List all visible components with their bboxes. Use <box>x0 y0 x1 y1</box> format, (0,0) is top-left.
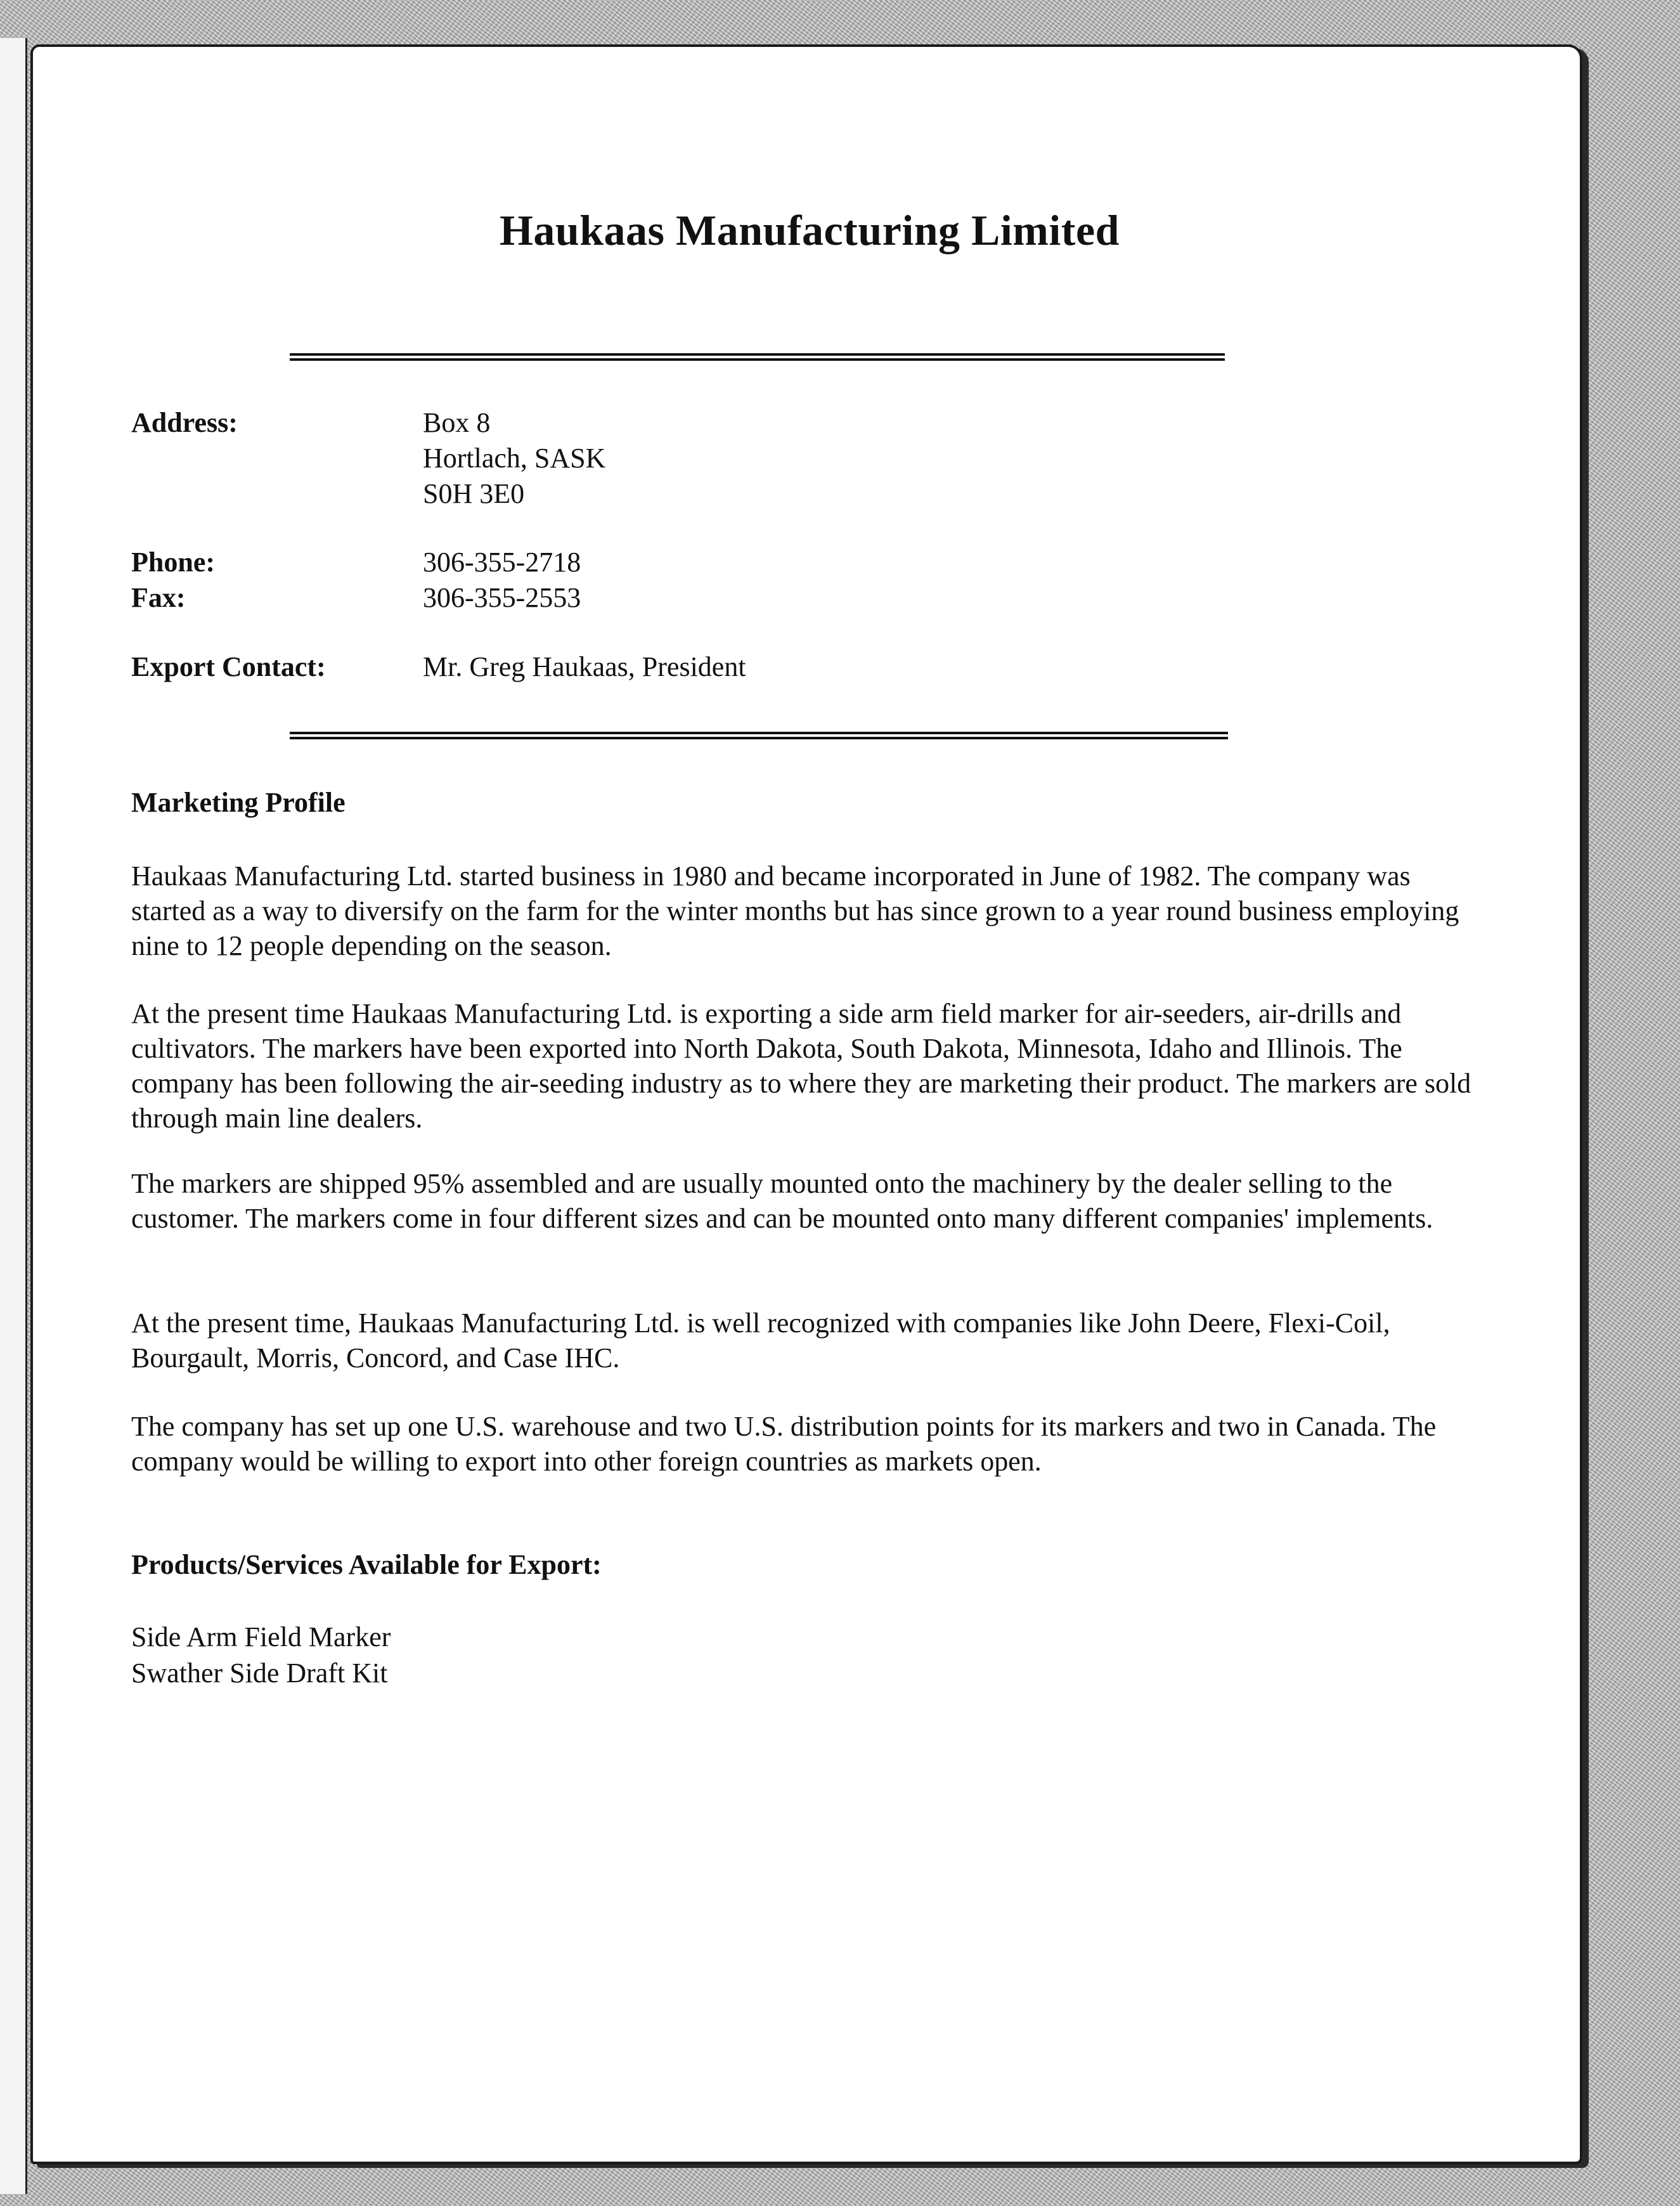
product-item: Swather Side Draft Kit <box>131 1658 388 1689</box>
marketing-paragraph <box>131 1306 1475 1375</box>
export-contact-label: Export Contact: <box>131 651 326 682</box>
paragraph-text: The company has set up one U.S. warehouse and two U.S. distribution points for its markers and two in Canada. The company would be willing to export into other foreign countries as markets open. <box>131 1411 1437 1477</box>
products-heading: Products/Services Available for Export: <box>131 1549 602 1580</box>
marketing-profile-heading: Marketing Profile <box>131 787 346 818</box>
export-contact-value: Mr. Greg Haukaas, President <box>423 651 746 682</box>
paragraph-text: The markers are shipped 95% assembled and are usually mounted onto the machinery by the dealer selling to the customer. The markers come in four different sizes and can be mounted onto many different companies' implements. <box>131 1168 1433 1234</box>
marketing-paragraph <box>131 1409 1475 1479</box>
phone-value: 306-355-2718 <box>423 547 581 578</box>
document-page <box>30 44 1582 2164</box>
header-divider <box>290 353 1225 361</box>
company-name: Haukaas Manufacturing Limited <box>500 206 1120 254</box>
address-line: S0H 3E0 <box>423 478 525 509</box>
products-list <box>131 1619 1475 1692</box>
paragraph-text: At the present time, Haukaas Manufacturing Ltd. is well recognized with companies like John Deere, Flexi-Coil, Bourgault, Morris, Concord, and Case IHC. <box>131 1307 1390 1373</box>
fax-label: Fax: <box>131 582 186 613</box>
marketing-paragraph <box>131 996 1475 1136</box>
paragraph-text: At the present time Haukaas Manufacturing Ltd. is exporting a side arm field marker for air-seeders, air-drills and cultivators. The markers have been exported into North Dakota, South Dakota, Minnesota, Idaho and Illinois. The company has been following the air-seeding industry as to where they are marketing their product. The markers are sold through main line dealers. <box>131 998 1471 1134</box>
address-line: Hortlach, SASK <box>423 443 606 474</box>
marketing-paragraph <box>131 859 1475 963</box>
address-label: Address: <box>131 407 238 438</box>
contact-divider <box>290 732 1228 739</box>
binder-edge <box>0 38 27 2194</box>
paragraph-text: Haukaas Manufacturing Ltd. started business in 1980 and became incorporated in June of 1982. The company was started as a way to diversify on the farm for the winter months but has since grown to a year round business employing nine to 12 people depending on the season. <box>131 860 1459 961</box>
marketing-paragraph <box>131 1166 1475 1236</box>
product-item: Side Arm Field Marker <box>131 1621 391 1652</box>
phone-label: Phone: <box>131 547 215 578</box>
address-line: Box 8 <box>423 407 491 438</box>
fax-value: 306-355-2553 <box>423 582 581 613</box>
address-value <box>423 405 605 512</box>
